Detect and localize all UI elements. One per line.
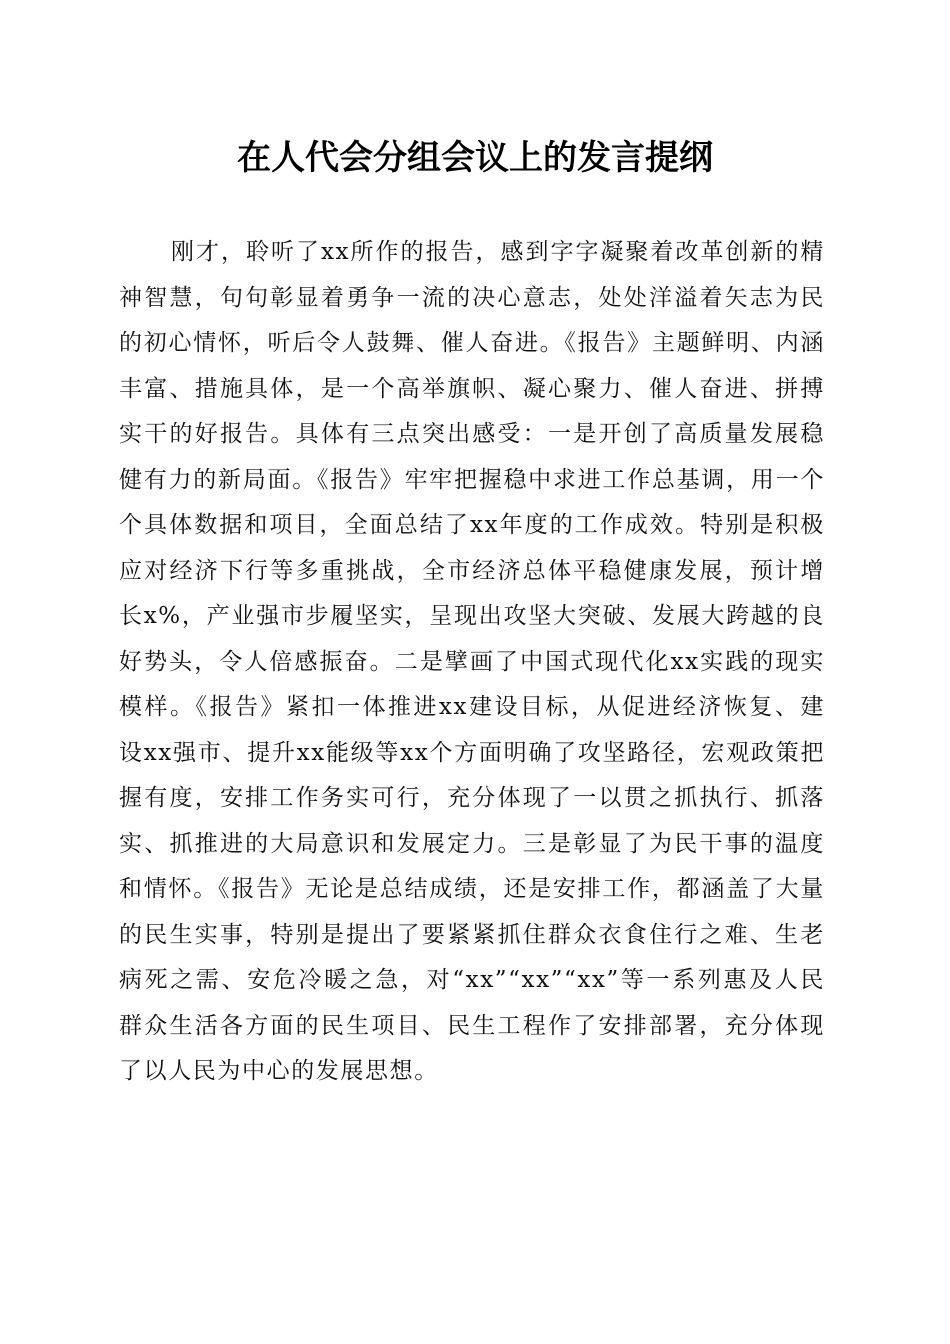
document-title: 在人代会分组会议上的发言提纲	[237, 138, 713, 178]
body-paragraph: 刚才，聆听了xx所作的报告，感到字字凝聚着改革创新的精神智慧，句句彰显着勇争一流的决心意志，处处洋溢着矢志为民的初心情怀，听后令人鼓舞、催人奋进。《报告》主题鲜明、内涵丰富、措施具体，是一个高举旗帜、凝心聚力、催人奋进、拼搏实干的好报告。具体有三点突出感受：一是开创了高质量发展稳健有力的新局面。《报告》牢牢把握稳中求进工作总基调，用一个个具体数据和项目，全面总结了xx年度的工作成效。特别是积极应对经济下行等多重挑战，全市经济总体平稳健康发展，预计增长x%，产业强市步履坚实，呈现出攻坚大突破、发展大跨越的良好势头，令人倍感振奋。二是擘画了中国式现代化xx实践的现实模样。《报告》紧扣一体推进xx建设目标，从促进经济恢复、建设xx强市、提升xx能级等xx个方面明确了攻坚路径，宏观政策把握有度，安排工作务实可行，充分体现了一以贯之抓执行、抓落实、抓推进的大局意识和发展定力。三是彰显了为民干事的温度和情怀。《报告》无论是总结成绩，还是安排工作，都涵盖了大量的民生实事，特别是提出了要紧紧抓住群众衣食住行之难、生老病死之需、安危冷暖之急，对“xx”“xx”“xx”等一系列惠及人民群众生活各方面的民生项目、民生工程作了安排部署，充分体现了以人民为中心的发展思想。	[119, 239, 825, 1084]
